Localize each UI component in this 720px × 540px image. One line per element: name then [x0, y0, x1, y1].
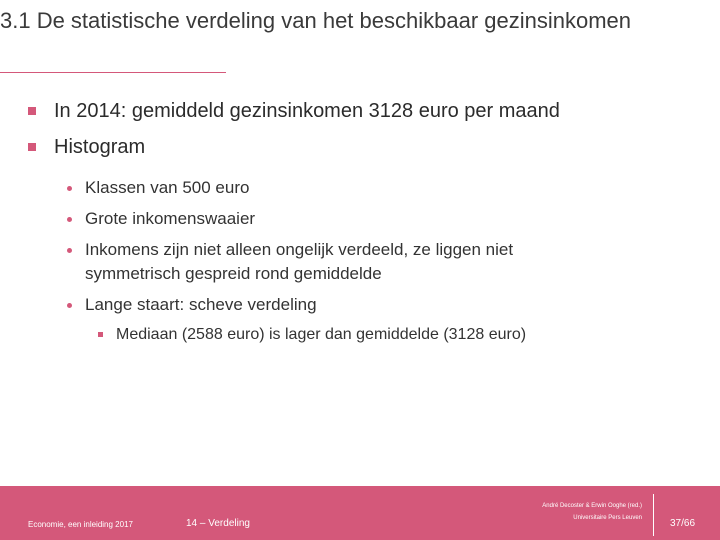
- sub-bullet-text: Lange staart: scheve verdeling: [85, 295, 317, 314]
- bullet-text: In 2014: gemiddeld gezinsinkomen 3128 euro per maand: [54, 100, 560, 122]
- dot-bullet-icon: [67, 303, 72, 308]
- list-item: [0, 98, 700, 124]
- sub-list-item: [0, 293, 605, 317]
- page-number: 37/66: [670, 518, 696, 529]
- sub-list-item: [0, 207, 605, 231]
- dot-bullet-icon: [67, 217, 72, 222]
- sub-bullet-text: Grote inkomenswaaier: [85, 209, 256, 228]
- square-bullet-icon: [98, 332, 103, 337]
- sub-sub-list-item: [0, 324, 700, 346]
- footer-divider: [653, 494, 654, 536]
- footer-credits: [468, 500, 642, 524]
- square-bullet-icon: [28, 143, 36, 151]
- slide-content: [0, 98, 700, 346]
- dot-bullet-icon: [67, 186, 72, 191]
- title-underline: [0, 72, 226, 73]
- footer-publisher: Universitaire Pers Leuven: [573, 515, 642, 521]
- dot-bullet-icon: [67, 248, 72, 253]
- footer-book-title: Economie, een inleiding 2017: [28, 520, 133, 529]
- slide-footer: [0, 486, 720, 540]
- sub-bullet-text: Inkomens zijn niet alleen ongelijk verdeeld, ze liggen niet symmetrisch gespreid rond gemiddelde: [85, 240, 514, 283]
- footer-chapter: 14 – Verdeling: [186, 518, 250, 529]
- sub-bullet-text: Klassen van 500 euro: [85, 178, 250, 197]
- square-bullet-icon: [28, 107, 36, 115]
- slide-title: 3.1 De statistische verdeling van het beschikbaar gezinsinkomen: [0, 8, 632, 33]
- sub-list-item: [0, 238, 605, 286]
- sub-sub-bullet-text: Mediaan (2588 euro) is lager dan gemiddelde (3128 euro): [116, 326, 527, 343]
- list-item: [0, 134, 700, 160]
- footer-authors: André Decoster & Erwin Ooghe (red.): [542, 503, 642, 509]
- sub-list-item: [0, 176, 605, 200]
- bullet-text: Histogram: [54, 136, 146, 158]
